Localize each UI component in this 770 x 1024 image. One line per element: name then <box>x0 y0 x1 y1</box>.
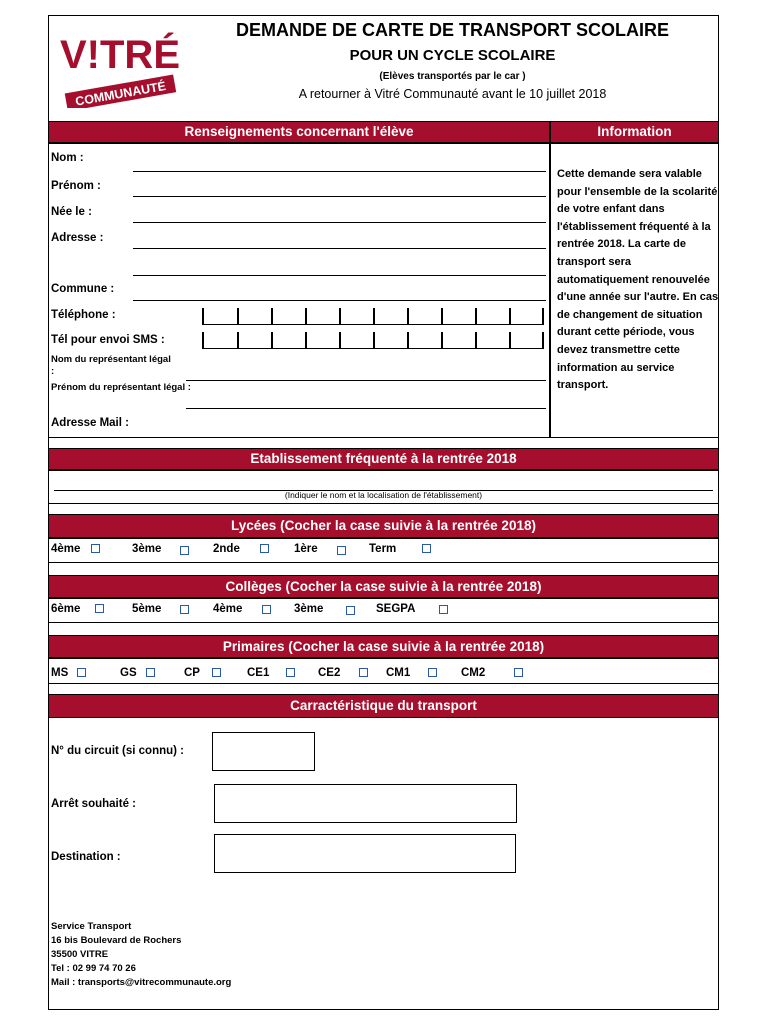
colleges-header: Collèges (Cocher la case suivie à la rentrée 2018) <box>48 575 719 598</box>
phone-digit-separator <box>271 308 273 324</box>
phone-digit-separator <box>305 308 307 324</box>
contact-mail: Mail : transports@vitrecommunaute.org <box>51 977 232 988</box>
prenom-label: Prénom : <box>51 180 101 192</box>
primaire-option-label: CE1 <box>247 667 270 679</box>
prenom-representant-label: Prénom du représentant légal : <box>51 382 191 393</box>
arret-input[interactable] <box>214 784 517 823</box>
primaire-option-label: CM1 <box>386 667 411 679</box>
information-header: Information <box>550 121 719 143</box>
phone-digit-separator <box>475 308 477 324</box>
phone-digit-separator <box>441 308 443 324</box>
phone-digit-separator <box>373 308 375 324</box>
primaire-cp-checkbox[interactable] <box>212 668 221 677</box>
primaire-option-label: CP <box>184 667 200 679</box>
primaire-cm1-checkbox[interactable] <box>428 668 437 677</box>
phone-digit-separator <box>407 308 409 324</box>
phone-digit-separator <box>542 308 544 324</box>
primaire-option-label: CM2 <box>461 667 486 679</box>
adresse-field-line-1[interactable] <box>133 248 546 249</box>
lycee-4eme-checkbox[interactable] <box>91 544 100 553</box>
contact-service: Service Transport <box>51 921 132 932</box>
commune-label: Commune : <box>51 283 115 295</box>
sms-baseline <box>202 348 544 349</box>
lycee-2nde-checkbox[interactable] <box>260 544 269 553</box>
primaire-option-label: MS <box>51 667 69 679</box>
sms-digit-separator <box>237 332 239 348</box>
primaires-header: Primaires (Cocher la case suivie à la rentrée 2018) <box>48 635 719 658</box>
college-option-label: 6ème <box>51 603 81 615</box>
sms-digit-separator <box>407 332 409 348</box>
commune-field[interactable] <box>133 300 546 301</box>
contact-phone: Tel : 02 99 74 70 26 <box>51 963 136 974</box>
lycees-header: Lycées (Cocher la case suivie à la rentrée 2018) <box>48 514 719 538</box>
college-option-label: 4ème <box>213 603 243 615</box>
circuit-label: N° du circuit (si connu) : <box>51 745 185 757</box>
form-subtitle: POUR UN CYCLE SCOLAIRE <box>349 47 556 64</box>
nom-label: Nom : <box>51 152 84 164</box>
contact-city: 35500 VITRE <box>51 949 109 960</box>
sms-digit-separator <box>542 332 544 348</box>
lycee-option-label: 3ème <box>132 543 162 555</box>
destination-input[interactable] <box>214 834 516 873</box>
college-segpa-checkbox[interactable] <box>439 605 448 614</box>
college-3eme-checkbox[interactable] <box>346 606 355 615</box>
phone-baseline <box>202 324 544 325</box>
information-text: Cette demande sera valable pour l'ensemble de la scolarité de votre enfant dans l'établissement fréquenté à la rentrée 2018. La carte de transport sera automatiquement renouvelée d'une année sur l'autre. En cas de changement de situation durant cette période, vous devez transmettre cette information au service transport. <box>557 168 719 392</box>
lycee-option-label: 1ère <box>294 543 318 555</box>
sms-digit-separator <box>202 332 204 348</box>
nee-le-label: Née le : <box>51 206 92 218</box>
primaire-ce1-checkbox[interactable] <box>286 668 295 677</box>
phone-digit-separator <box>509 308 511 324</box>
sms-digit-separator <box>305 332 307 348</box>
college-option-label: 3ème <box>294 603 324 615</box>
return-notice: A retourner à Vitré Communauté avant le 10 juillet 2018 <box>298 87 607 101</box>
lycee-term-checkbox[interactable] <box>422 544 431 553</box>
primaire-ce2-checkbox[interactable] <box>359 668 368 677</box>
sms-digit-separator <box>475 332 477 348</box>
logo-wordmark: V!TRÉ <box>60 33 180 77</box>
form-note: (Elèves transportés par le car ) <box>379 71 526 82</box>
adresse-label: Adresse : <box>51 232 104 244</box>
college-4eme-checkbox[interactable] <box>262 605 271 614</box>
telephone-label: Téléphone : <box>51 309 116 321</box>
nee-le-field[interactable] <box>133 222 546 223</box>
primaire-option-label: CE2 <box>318 667 341 679</box>
lycee-option-label: Term <box>369 543 397 555</box>
lycee-option-label: 2nde <box>213 543 240 555</box>
phone-digit-separator <box>237 308 239 324</box>
sms-digit-separator <box>373 332 375 348</box>
mail-label: Adresse Mail : <box>51 417 129 429</box>
vitre-communaute-logo <box>58 24 183 108</box>
tel-sms-label: Tél pour envoi SMS : <box>51 334 165 346</box>
sms-digit-separator <box>339 332 341 348</box>
sms-digit-separator <box>509 332 511 348</box>
college-5eme-checkbox[interactable] <box>180 605 189 614</box>
sms-digit-separator <box>441 332 443 348</box>
adresse-field-line-2[interactable] <box>133 275 546 276</box>
form-title: DEMANDE DE CARTE DE TRANSPORT SCOLAIRE <box>235 20 670 40</box>
circuit-input[interactable] <box>212 732 315 771</box>
lycee-3eme-checkbox[interactable] <box>180 546 189 555</box>
nom-field[interactable] <box>133 171 546 172</box>
sms-digit-separator <box>271 332 273 348</box>
prenom-representant-field[interactable] <box>186 408 546 409</box>
lycee-1ere-checkbox[interactable] <box>337 546 346 555</box>
primaire-cm2-checkbox[interactable] <box>514 668 523 677</box>
primaire-ms-checkbox[interactable] <box>77 668 86 677</box>
college-6eme-checkbox[interactable] <box>95 604 104 613</box>
contact-address <box>51 920 231 990</box>
student-section-header: Renseignements concernant l'élève <box>48 121 550 143</box>
college-option-label: SEGPA <box>376 603 416 615</box>
transport-header: Carractéristique du transport <box>48 694 719 718</box>
prenom-field[interactable] <box>133 196 546 197</box>
lycee-option-label: 4ème <box>51 543 81 555</box>
etablissement-header: Etablissement fréquenté à la rentrée 2018 <box>48 448 719 470</box>
destination-label: Destination : <box>51 851 121 863</box>
college-option-label: 5ème <box>132 603 162 615</box>
etablissement-hint: (Indiquer le nom et la localisation de l'établissement) <box>284 490 483 500</box>
phone-digit-separator <box>202 308 204 324</box>
primaire-gs-checkbox[interactable] <box>146 668 155 677</box>
primaire-option-label: GS <box>120 667 137 679</box>
nom-representant-label: Nom du représentant légal : <box>51 354 171 377</box>
logo-subtext: COMMUNAUTÉ <box>74 79 167 108</box>
nom-representant-field[interactable] <box>186 380 546 381</box>
phone-digit-separator <box>339 308 341 324</box>
contact-street: 16 bis Boulevard de Rochers <box>51 935 182 946</box>
arret-label: Arrêt souhaité : <box>51 798 136 810</box>
